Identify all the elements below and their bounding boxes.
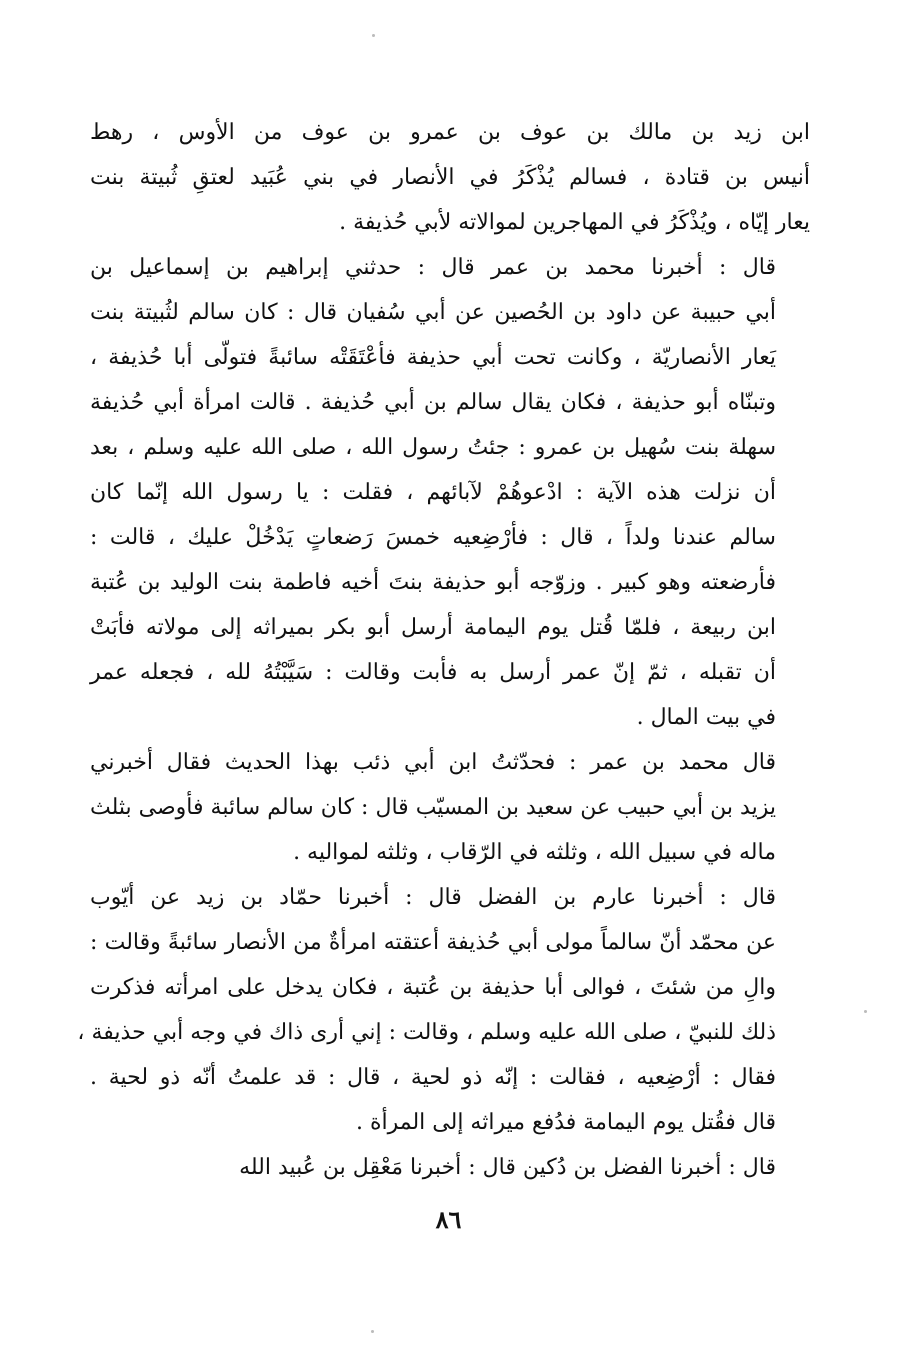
book-page-body <box>77 110 810 1190</box>
text-line: قال : أخبرنا محمد بن عمر قال : حدثني إبراهيم بن إسماعيل بن <box>90 255 776 280</box>
text-line: ذلك للنبيّ ، صلى الله عليه وسلم ، وقالت : إني أرى ذاك في وجه أبي حذيفة ، <box>77 1020 776 1045</box>
paragraph <box>90 1145 810 1190</box>
text-line: قال فقُتل يوم اليمامة فدُفع ميراثه إلى المرأة . <box>356 1110 776 1135</box>
text-line: سالم عندنا ولداً ، قال : فأرْضِعيه خمسَ رَضعاتٍ يَدْخُلْ عليك ، قالت : <box>90 525 776 550</box>
text-line: قال : أخبرنا الفضل بن دُكين قال : أخبرنا مَعْقِل بن عُبيد الله <box>239 1155 776 1180</box>
text-line: أن نزلت هذه الآية : ادْعوهُمْ لآبائهم ، فقلت : يا رسول الله إنّما كان <box>90 480 776 505</box>
paragraph <box>77 875 810 1145</box>
text-line: قال محمد بن عمر : فحدّثتُ ابن أبي ذئب بهذا الحديث فقال أخبرني <box>90 750 776 775</box>
text-line: يعار إيّاه ، ويُذْكَرُ في المهاجرين لموالاته لأبي حُذيفة . <box>339 210 810 235</box>
page-number: ٨٦ <box>435 1205 462 1234</box>
scan-speck <box>372 34 375 37</box>
text-line: في بيت المال . <box>636 705 776 730</box>
text-line: فقال : أرْضِعيه ، فقالت : إنّه ذو لحية ، قال : قد علمتُ أنّه ذو لحية . <box>90 1065 777 1090</box>
paragraph <box>90 245 810 740</box>
paragraph <box>90 110 810 245</box>
text-line: ابن زيد بن مالك بن عوف بن عمرو بن عوف من الأوس ، رهط <box>90 120 810 145</box>
text-line: أن تقبله ، ثمّ إنّ عمر أرسل به فأبت وقالت : سَيَّبْتُهُ لله ، فجعله عمر <box>90 660 776 685</box>
text-line: عن محمّد أنّ سالماً مولى أبي حُذيفة أعتقته امرأةٌ من الأنصار سائبةً وقالت : <box>90 930 776 955</box>
text-line: والِ من شئتَ ، فوالى أبا حذيفة بن عُتبة ، فكان يدخل على امرأته فذكرت <box>90 975 776 1000</box>
text-line: أبي حبيبة عن داود بن الحُصين عن أبي سُفيان قال : كان سالم لثُبيتة بنت <box>90 300 776 325</box>
text-line: ابن ربيعة ، فلمّا قُتل يوم اليمامة أرسل أبو بكر بميراثه إلى مولاته فأبَتْ <box>90 615 776 640</box>
text-line: يَعار الأنصاريّة ، وكانت تحت أبي حذيفة فأعْتَقَتْه سائبةً فتولّى أبا حُذيفة ، <box>90 345 776 370</box>
text-line: فأرضعته وهو كبير . وزوّجه أبو حذيفة بنتَ أخيه فاطمة بنت الوليد بن عُتبة <box>90 570 776 595</box>
scan-speck <box>864 1010 867 1013</box>
text-line: أنيس بن قتادة ، فسالم يُذْكَرُ في الأنصار في بني عُبَيد لعتقِ ثُبيتة بنت <box>90 165 810 190</box>
text-line: ماله في سبيل الله ، وثلثه في الرّقاب ، وثلثه لمواليه . <box>293 840 776 865</box>
text-line: يزيد بن أبي حبيب عن سعيد بن المسيّب قال : كان سالم سائبة فأوصى بثلث <box>90 795 776 820</box>
paragraph <box>90 740 810 875</box>
text-line: قال : أخبرنا عارم بن الفضل قال : أخبرنا حمّاد بن زيد عن أيّوب <box>90 885 776 910</box>
scan-speck <box>371 1330 374 1333</box>
text-line: سهلة بنت سُهيل بن عمرو : جئتُ رسول الله ، صلى الله عليه وسلم ، بعد <box>90 435 776 460</box>
text-line: وتبنّاه أبو حذيفة ، فكان يقال سالم بن أبي حُذيفة . قالت امرأة أبي حُذيفة <box>90 390 776 415</box>
